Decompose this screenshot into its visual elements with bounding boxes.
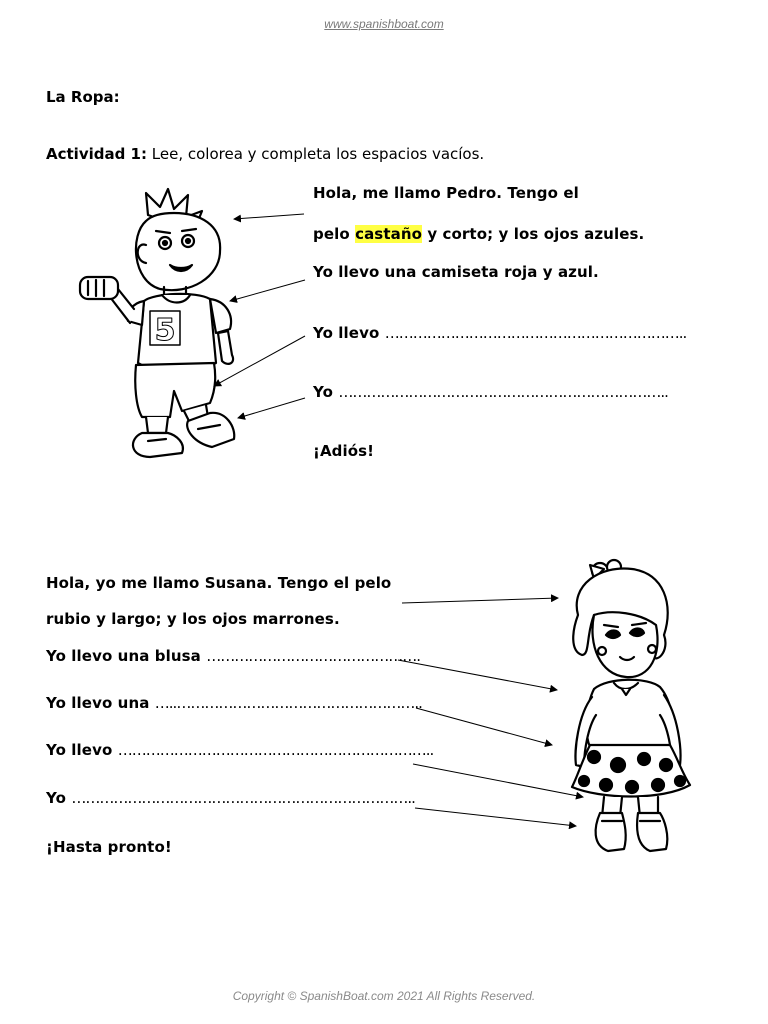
page-title: La Ropa: [46,88,120,106]
pedro-fill-2-blank[interactable]: …………………………………………………………….. [338,383,668,401]
shirt-number: 5 [154,313,176,348]
pedro-fill-1-label: Yo llevo [313,324,385,342]
susana-fill-3-label: Yo llevo [46,741,118,759]
pedro-line-2-end: y corto; y los ojos azules. [422,225,645,243]
arrow-socks-susana [413,764,583,797]
arrow-shorts-pedro [214,336,305,386]
arrow-skirt-susana [416,708,552,745]
pedro-line-2-start: pelo [313,225,356,243]
activity-text: Lee, colorea y completa los espacios vacíos. [147,145,485,163]
pedro-fill-1-blank[interactable]: ……………………………………………………….. [384,324,687,342]
susana-fill-2-label: Yo llevo una [46,694,155,712]
copyright-footer: Copyright © SpanishBoat.com 2021 All Rights Reserved. [232,989,536,1003]
pedro-fill-2-label: Yo [313,383,339,401]
arrow-shoes-susana [415,808,576,826]
arrow-hair-susana [402,598,558,603]
activity-label: Actividad 1: [46,145,147,163]
pedro-line-3: Yo llevo una camiseta roja y azul. [313,263,599,281]
arrow-shoes-pedro [238,398,305,418]
pedro-line-1: Hola, me llamo Pedro. Tengo el [313,184,579,202]
pedro-closing: ¡Adiós! [313,442,375,460]
susana-closing: ¡Hasta pronto! [46,838,172,856]
susana-line-1: Hola, yo me llamo Susana. Tengo el pelo [46,574,392,592]
susana-fill-1-blank[interactable]: ………………………………………. [206,647,420,665]
susana-fill-4-blank[interactable]: ……………………………………………………………….. [71,789,415,807]
susana-fill-1-label: Yo llevo una blusa [46,647,207,665]
susana-fill-2-blank[interactable]: …..…………………………………………….. [154,694,422,712]
susana-fill-3-blank[interactable]: ………………………………………………………….. [117,741,434,759]
site-url-link[interactable]: www.spanishboat.com [324,17,444,31]
susana-line-2: rubio y largo; y los ojos marrones. [46,610,340,628]
arrow-hair-pedro [234,214,304,219]
arrow-shirt-pedro [230,280,305,301]
highlighted-word: castaño [355,225,423,243]
arrow-blouse-susana [398,660,557,690]
susana-fill-4-label: Yo [46,789,72,807]
